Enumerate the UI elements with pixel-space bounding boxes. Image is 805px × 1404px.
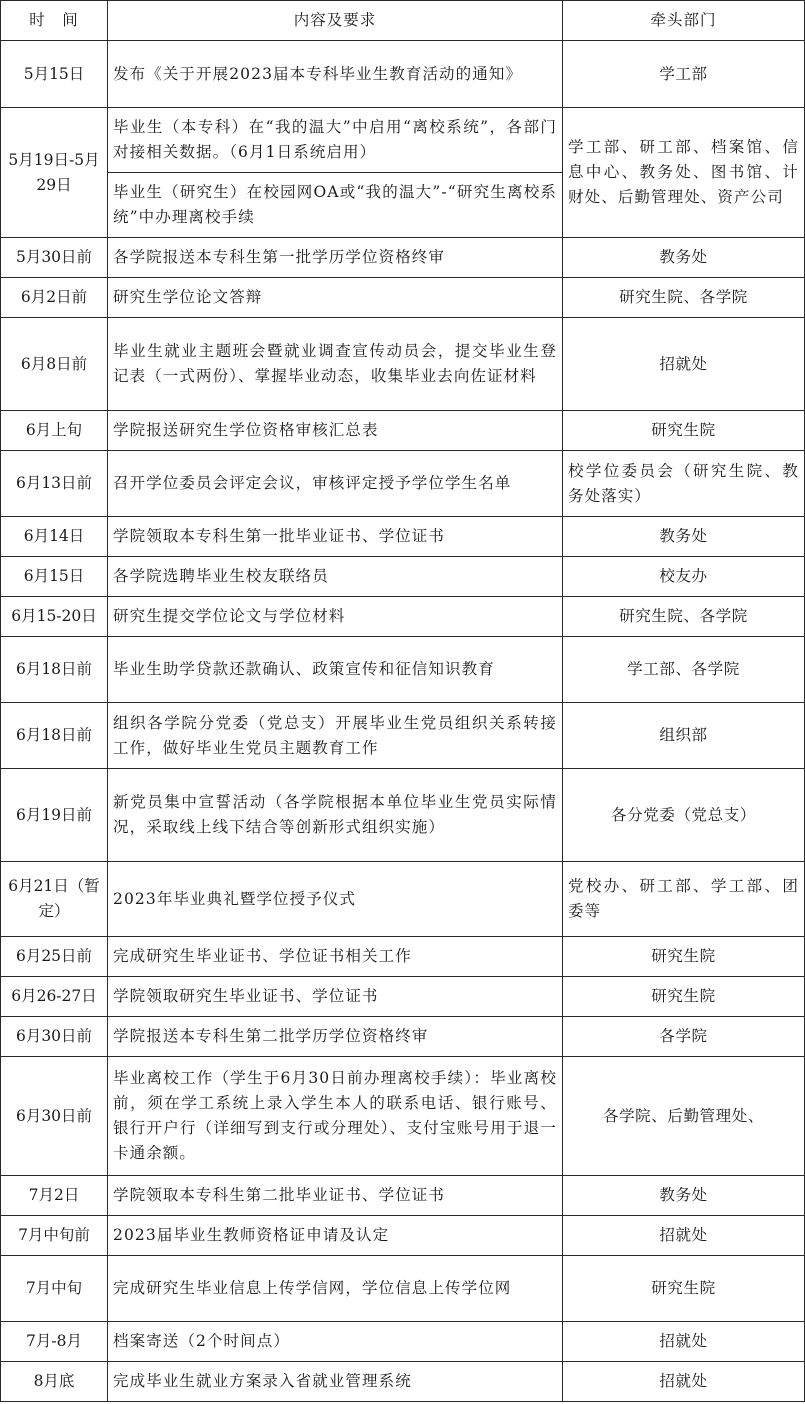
time-cell: 7月2日 (1, 1176, 108, 1216)
dept-cell: 教务处 (563, 238, 805, 278)
content-cell: 2023届毕业生教师资格证申请及认定 (108, 1216, 563, 1256)
content-cell: 研究生提交学位论文与学位材料 (108, 597, 563, 637)
time-cell: 6月14日 (1, 517, 108, 557)
dept-cell: 教务处 (563, 517, 805, 557)
header-content: 内容及要求 (108, 1, 563, 41)
content-cell: 学院领取本专科生第一批毕业证书、学位证书 (108, 517, 563, 557)
time-cell: 6月15日 (1, 557, 108, 597)
time-cell: 5月15日 (1, 41, 108, 108)
dept-cell: 研究生院、各学院 (563, 597, 805, 637)
dept-cell: 各学院、后勤管理处、 (563, 1057, 805, 1176)
time-cell: 6月18日前 (1, 703, 108, 769)
table-row (1, 411, 805, 451)
table-row (1, 1017, 805, 1057)
content-cell: 学院报送本专科生第二批学历学位资格终审 (108, 1017, 563, 1057)
dept-cell: 研究生院 (563, 411, 805, 451)
dept-cell: 招就处 (563, 1362, 805, 1402)
content-cell: 毕业离校工作（学生于6月30日前办理离校手续）：毕业离校前，须在学工系统上录入学生本人的联系电话、银行账号、银行开户行（详细写到支行或分理处）、支付宝账号用于退一卡通余额。 (108, 1057, 563, 1176)
table-row (1, 862, 805, 937)
content-cell: 组织各学院分党委（党总支）开展毕业生党员组织关系转接工作，做好毕业生党员主题教育工作 (108, 703, 563, 769)
time-cell: 6月25日前 (1, 937, 108, 977)
table-row (1, 238, 805, 278)
table-row (1, 703, 805, 769)
table-row (1, 1322, 805, 1362)
dept-cell: 各分党委（党总支） (563, 769, 805, 862)
dept-cell: 学工部 (563, 41, 805, 108)
content-cell: 学院领取研究生毕业证书、学位证书 (108, 977, 563, 1017)
content-cell: 毕业生（研究生）在校园网OA或“我的温大”-“研究生离校系统”中办理离校手续 (108, 173, 563, 238)
table-row (1, 769, 805, 862)
content-cell: 2023年毕业典礼暨学位授予仪式 (108, 862, 563, 937)
table-row (1, 557, 805, 597)
content-cell: 完成研究生毕业证书、学位证书相关工作 (108, 937, 563, 977)
table-row (1, 1176, 805, 1216)
content-cell: 发布《关于开展2023届本专科毕业生教育活动的通知》 (108, 41, 563, 108)
table-row (1, 318, 805, 411)
time-cell: 6月19日前 (1, 769, 108, 862)
dept-cell: 各学院 (563, 1017, 805, 1057)
table-row (1, 451, 805, 517)
content-cell: 学院报送研究生学位资格审核汇总表 (108, 411, 563, 451)
header-row (1, 1, 805, 41)
table-row (1, 1057, 805, 1176)
time-cell: 7月-8月 (1, 1322, 108, 1362)
table-row (1, 1256, 805, 1322)
dept-cell: 党校办、研工部、学工部、团委等 (563, 862, 805, 937)
dept-cell: 招就处 (563, 318, 805, 411)
content-cell: 新党员集中宣誓活动（各学院根据本单位毕业生党员实际情况，采取线上线下结合等创新形式组织实施） (108, 769, 563, 862)
table-row (1, 597, 805, 637)
time-cell: 6月26-27日 (1, 977, 108, 1017)
time-cell: 5月19日-5月29日 (1, 108, 108, 238)
content-cell: 研究生学位论文答辩 (108, 278, 563, 318)
dept-cell: 招就处 (563, 1216, 805, 1256)
time-cell: 7月中旬前 (1, 1216, 108, 1256)
time-cell: 6月13日前 (1, 451, 108, 517)
table-row (1, 937, 805, 977)
dept-cell: 校学位委员会（研究生院、教务处落实） (563, 451, 805, 517)
table-row (1, 1362, 805, 1402)
content-cell: 档案寄送（2个时间点） (108, 1322, 563, 1362)
content-cell: 毕业生助学贷款还款确认、政策宣传和征信知识教育 (108, 637, 563, 703)
time-cell: 7月中旬 (1, 1256, 108, 1322)
content-cell: 完成研究生毕业信息上传学信网，学位信息上传学位网 (108, 1256, 563, 1322)
content-cell: 学院领取本专科生第二批毕业证书、学位证书 (108, 1176, 563, 1216)
dept-cell: 研究生院 (563, 1256, 805, 1322)
dept-cell: 组织部 (563, 703, 805, 769)
table-row (1, 278, 805, 318)
content-cell: 各学院报送本专科生第一批学历学位资格终审 (108, 238, 563, 278)
time-cell: 6月8日前 (1, 318, 108, 411)
time-cell: 5月30日前 (1, 238, 108, 278)
table-row (1, 517, 805, 557)
table-row (1, 108, 805, 173)
dept-cell: 研究生院、各学院 (563, 278, 805, 318)
dept-cell: 招就处 (563, 1322, 805, 1362)
dept-cell: 教务处 (563, 1176, 805, 1216)
dept-cell: 学工部、各学院 (563, 637, 805, 703)
table-row (1, 637, 805, 703)
header-time: 时 间 (1, 1, 108, 41)
time-cell: 6月上旬 (1, 411, 108, 451)
time-cell: 6月21日（暂定） (1, 862, 108, 937)
time-cell: 6月18日前 (1, 637, 108, 703)
time-cell: 6月15-20日 (1, 597, 108, 637)
table-row (1, 1216, 805, 1256)
dept-cell: 校友办 (563, 557, 805, 597)
dept-cell: 学工部、研工部、档案馆、信息中心、教务处、图书馆、计财处、后勤管理处、资产公司 (563, 108, 805, 238)
table-row (1, 41, 805, 108)
dept-cell: 研究生院 (563, 937, 805, 977)
content-cell: 各学院选聘毕业生校友联络员 (108, 557, 563, 597)
content-cell: 完成毕业生就业方案录入省就业管理系统 (108, 1362, 563, 1402)
time-cell: 6月30日前 (1, 1057, 108, 1176)
table-row (1, 977, 805, 1017)
content-cell: 毕业生就业主题班会暨就业调查宣传动员会，提交毕业生登记表（一式两份）、掌握毕业动态，收集毕业去向佐证材料 (108, 318, 563, 411)
time-cell: 8月底 (1, 1362, 108, 1402)
content-cell: 毕业生（本专科）在“我的温大”中启用“离校系统”，各部门对接相关数据。（6月1日系统启用） (108, 108, 563, 173)
time-cell: 6月30日前 (1, 1017, 108, 1057)
dept-cell: 研究生院 (563, 977, 805, 1017)
header-dept: 牵头部门 (563, 1, 805, 41)
content-cell: 召开学位委员会评定会议，审核评定授予学位学生名单 (108, 451, 563, 517)
time-cell: 6月2日前 (1, 278, 108, 318)
